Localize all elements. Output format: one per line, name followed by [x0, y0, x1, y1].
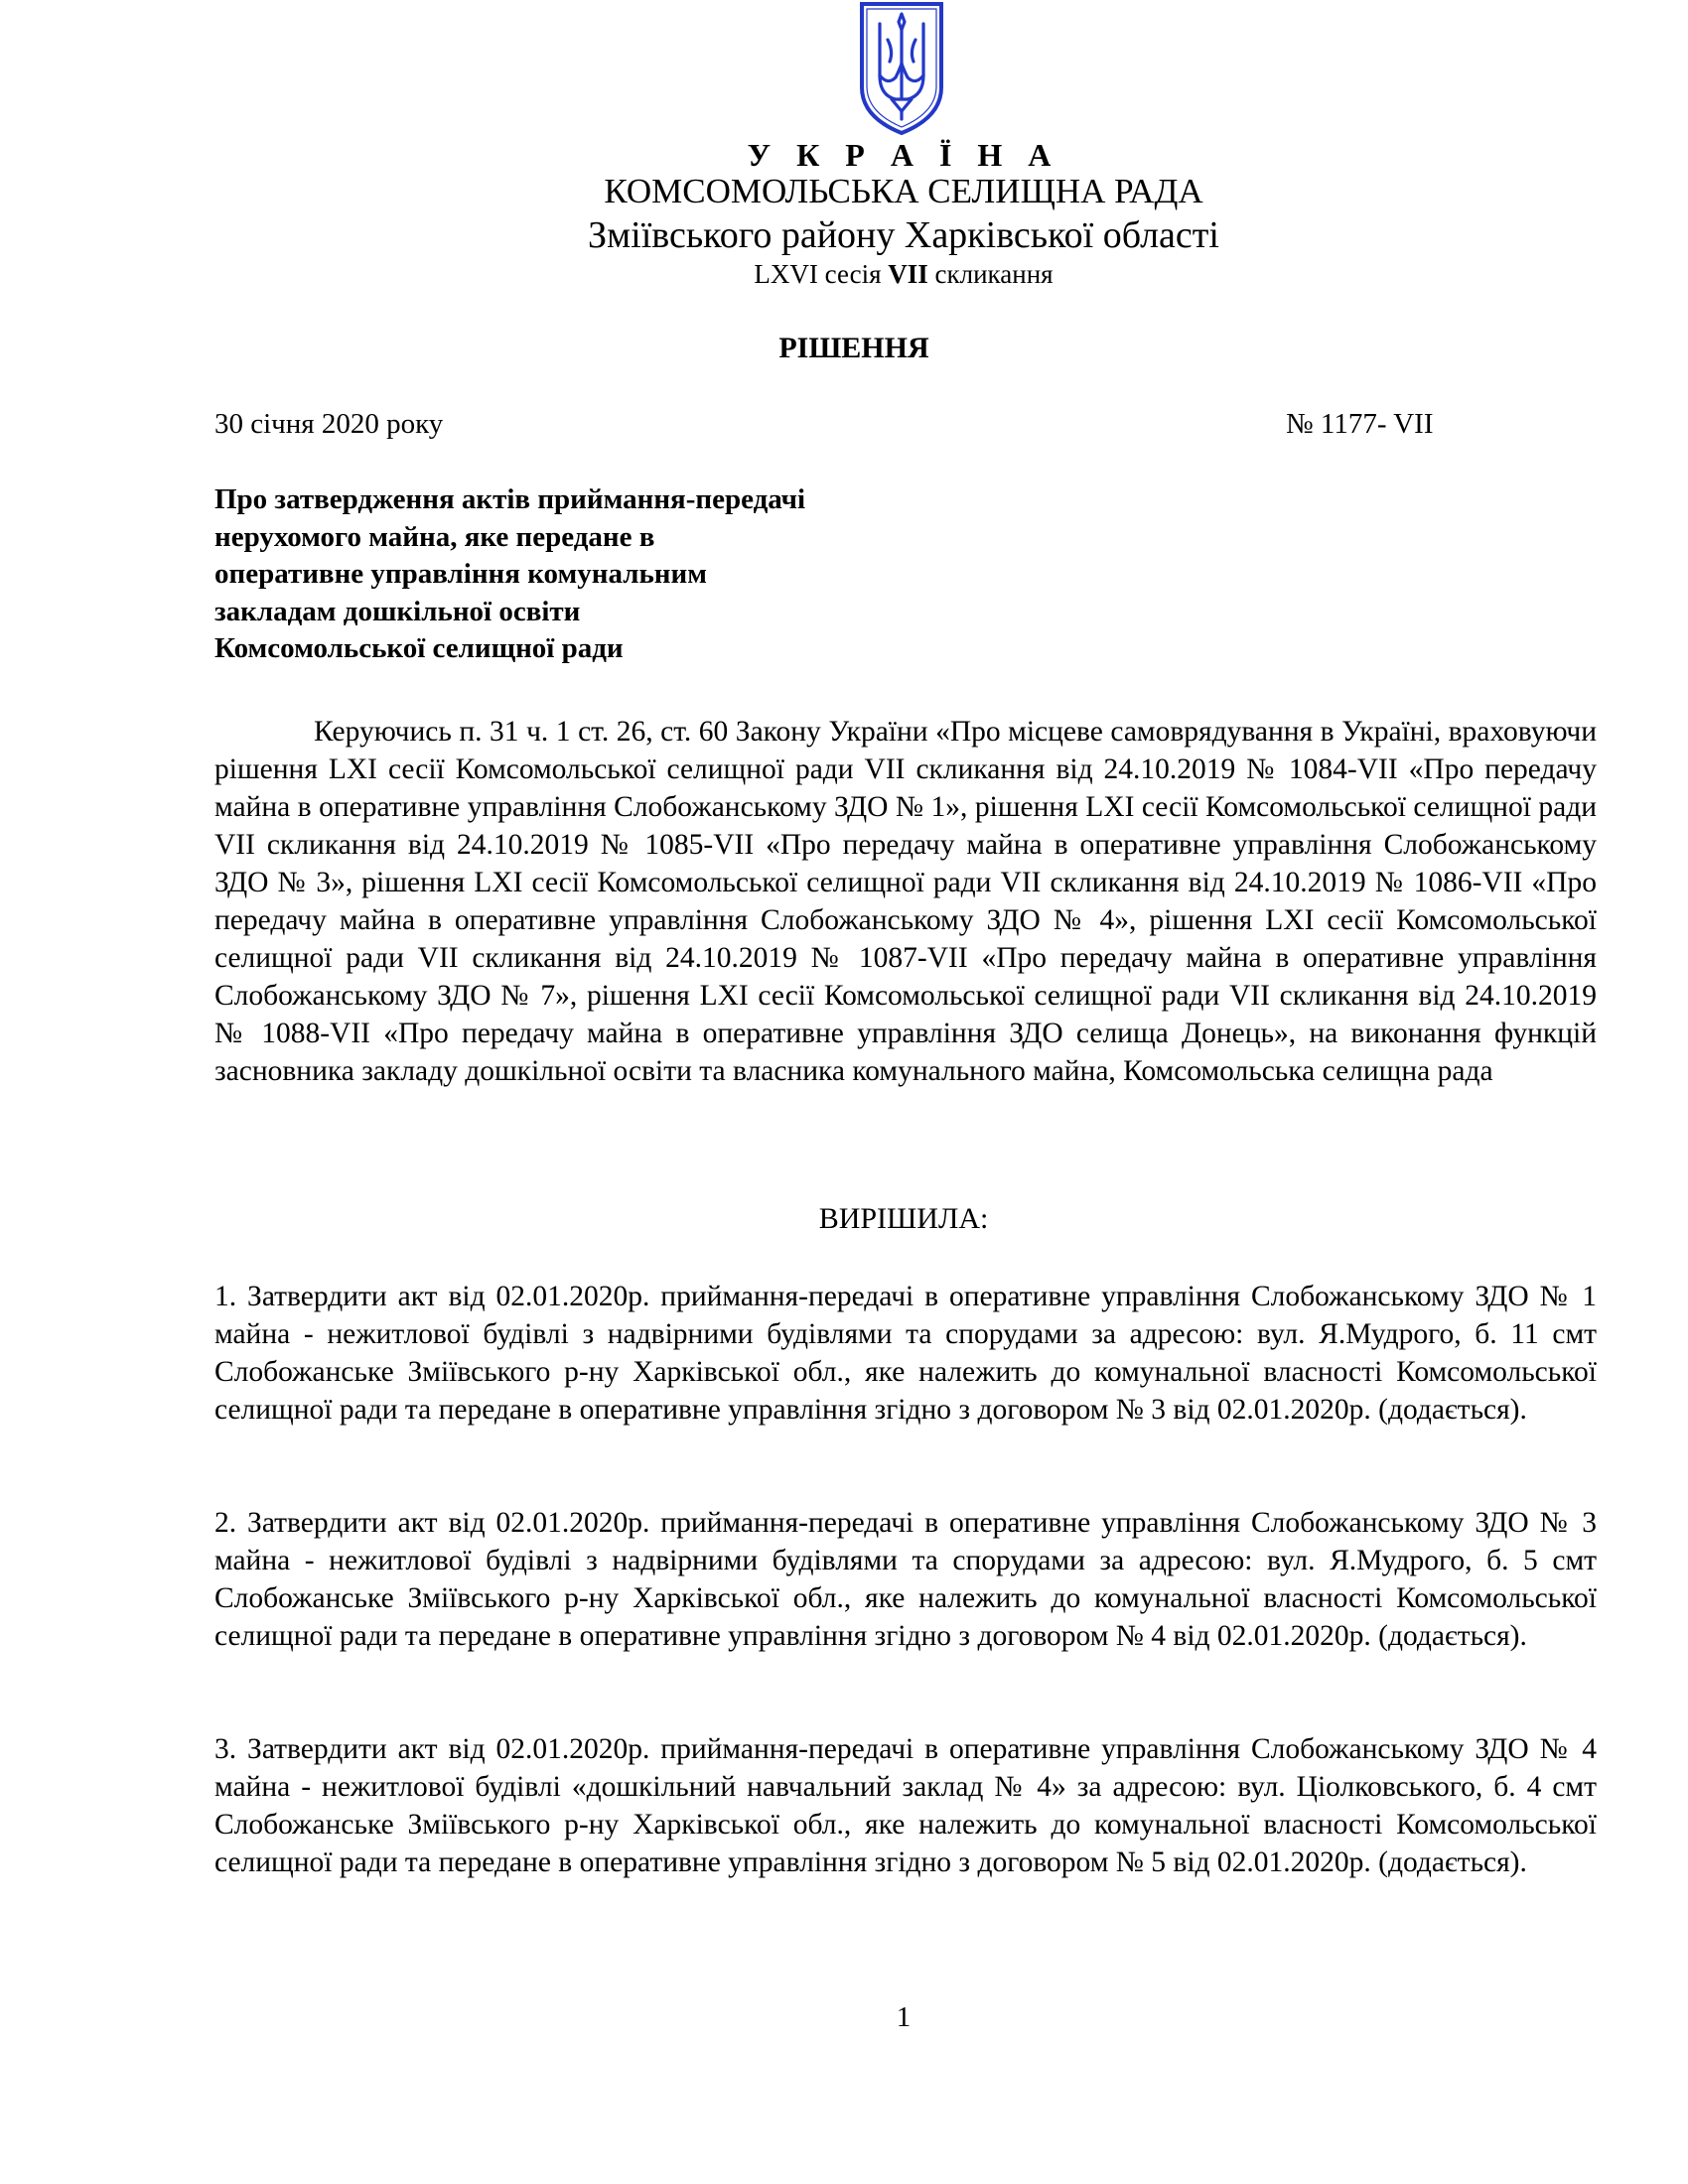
decision-date: 30 січня 2020 року — [214, 408, 444, 440]
district-name: Зміївського району Харківської області — [588, 214, 1219, 256]
document-title: РІШЕННЯ — [778, 332, 929, 364]
subject-line: Комсомольської селищної ради — [214, 632, 624, 664]
page-number: 1 — [896, 2001, 912, 2033]
country-name: У К Р А Ї Н А — [747, 137, 1060, 173]
resolution-item-2: 2. Затвердити акт від 02.01.2020р. приймання-передачі в оперативне управління Слобожанському ЗДО № 3 майна - нежитлової будівлі з надвірними будівлями та спорудами за адресою: вул. Я.Мудрого, б. 5 смт Слобожанське Зміївського р-ну Харківської обл., яке належить до комунальної власності Комсомольської селищної ради та передане в оперативне управління згідно з договором № 4 від 02.01.2020р. (додається). — [214, 1507, 1597, 1652]
resolution-item-1: 1. Затвердити акт від 02.01.2020р. приймання-передачі в оперативне управління Слобожанському ЗДО № 1 майна - нежитлової будівлі з надвірними будівлями та спорудами за адресою: вул. Я.Мудрого, б. 11 смт Слобожанське Зміївського р-ну Харківської обл., яке належить до комунальної власності Комсомольської селищної ради та передане в оперативне управління згідно з договором № 3 від 02.01.2020р. (додається). — [214, 1281, 1597, 1426]
council-name: КОМСОМОЛЬСЬКА СЕЛИЩНА РАДА — [604, 172, 1203, 210]
subject-line: нерухомого майна, яке передане в — [214, 520, 655, 553]
subject-line: Про затвердження актів приймання-передачі — [214, 483, 806, 515]
session-prefix: LXVI сесія — [754, 259, 889, 289]
ukraine-coat-of-arms-icon — [856, 0, 947, 137]
resolved-heading: ВИРІШИЛА: — [818, 1202, 989, 1235]
decision-subject — [214, 481, 929, 668]
preamble-paragraph: Керуючись п. 31 ч. 1 ст. 26, ст. 60 Закону України «Про місцеве самоврядування в Україні, враховуючи рішення LXI сесії Комсомольської селищної ради VII скликання від 24.10.2019 № 1084-VII «Про передачу майна в оперативне управління Слобожанському ЗДО № 1», рішення LXI сесії Комсомольської селищної ради VII скликання від 24.10.2019 № 1085-VII «Про передачу майна в оперативне управління Слобожанському ЗДО № 3», рішення LXI сесії Комсомольської селищної ради VII скликання від 24.10.2019 № 1086-VII «Про передачу майна в оперативне управління Слобожанському ЗДО № 4», рішення LXI сесії Комсомольської селищної ради VII скликання від 24.10.2019 № 1087-VII «Про передачу майна в оперативне управління Слобожанському ЗДО № 7», рішення LXI сесії Комсомольської селищної ради VII скликання від 24.10.2019 № 1088-VII «Про передачу майна в оперативне управління ЗДО селища Донець», на виконання функцій засновника закладу дошкільної освіти та власника комунального майна, Комсомольська селищна рада — [214, 716, 1597, 1087]
session-suffix: скликання — [927, 259, 1054, 289]
convocation-number: VII — [888, 259, 928, 289]
session-info — [0, 261, 1688, 288]
subject-line: оперативне управління комунальним — [214, 558, 707, 590]
decision-number: № 1177- VII — [1286, 408, 1434, 440]
resolution-item-3: 3. Затвердити акт від 02.01.2020р. приймання-передачі в оперативне управління Слобожанському ЗДО № 4 майна - нежитлової будівлі «дошкільний навчальний заклад № 4» за адресою: вул. Ціолковського, б. 4 смт Слобожанське Зміївського р-ну Харківської обл., яке належить до комунальної власності Комсомольської селищної ради та передане в оперативне управління згідно з договором № 5 від 02.01.2020р. (додається). — [214, 1733, 1597, 1878]
subject-line: закладам дошкільної освіти — [214, 595, 581, 627]
